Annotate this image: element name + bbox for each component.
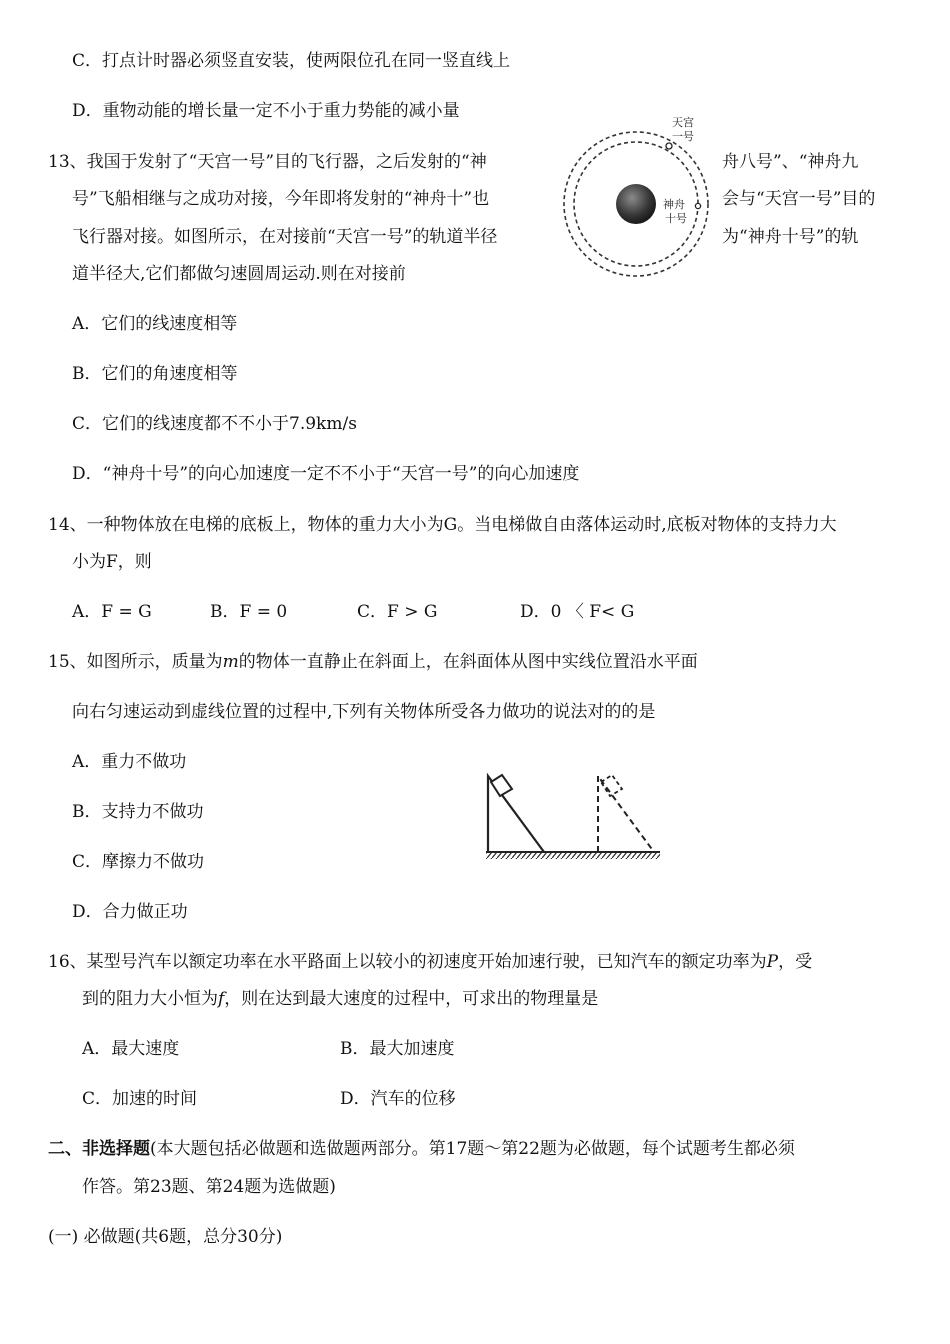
q15-stem-line1 <box>48 651 698 673</box>
dashed-incline <box>598 776 654 852</box>
q14-stem-line2: 小为F，则 <box>72 552 152 572</box>
q15-option-d: D．合力做正功 <box>72 902 188 922</box>
q16-friction-symbol: f <box>218 989 225 1009</box>
q12-option-d: D．重物动能的增长量一定不小于重力势能的减小量 <box>72 101 460 121</box>
q15-option-c: C．摩擦力不做功 <box>72 852 205 872</box>
q16-stem-text-b: ，受 <box>778 952 813 972</box>
q15-stem-text-b: 的物体一直静止在斜面上，在斜面体从图中实线位置沿水平面 <box>238 652 698 672</box>
q13-stem-line3-right: 为“神舟十号”的轨 <box>722 227 859 247</box>
q16-stem-line2 <box>82 988 598 1010</box>
section2-subheading: (一) 必做题(共6题，总分30分) <box>48 1227 283 1247</box>
q16-power-symbol: P <box>766 952 779 972</box>
q16-option-a: A．最大速度 <box>82 1039 180 1059</box>
q14-option-d: D．0 〈 F< G <box>520 602 635 622</box>
q15-option-a: A．重力不做功 <box>72 752 187 772</box>
tiangong-label-1: 天宫 <box>672 116 694 129</box>
q13-stem-line1-right: 舟八号”、“神舟九 <box>722 152 859 172</box>
section2-line2: 作答。第23题、第24题为选做题) <box>82 1177 336 1197</box>
dashed-block <box>601 775 622 796</box>
tiangong-marker <box>666 143 672 149</box>
q13-option-c: C．它们的线速度都不不小于7.9km/s <box>72 414 357 434</box>
q12-option-c: C．打点计时器必须竖直安装，使两限位孔在同一竖直线上 <box>72 51 511 71</box>
q13-stem-line2-right: 会与“天宫一号”目的 <box>722 189 876 209</box>
q15-option-b: B．支持力不做功 <box>72 802 204 822</box>
q15-stem-text-a: 15、如图所示，质量为 <box>48 652 223 672</box>
q14-option-b: B．F = 0 <box>210 602 288 622</box>
q14-option-a: A．F = G <box>72 602 152 622</box>
q13-stem-line2-left: 号”飞船相继与之成功对接，今年即将发射的“神舟十”也 <box>72 189 490 209</box>
q13-stem-line4: 道半径大,它们都做匀速圆周运动.则在对接前 <box>72 264 406 284</box>
q16-stem-text-a: 16、某型号汽车以额定功率在水平路面上以较小的初速度开始加速行驶，已知汽车的额定功率为 <box>48 952 767 972</box>
shenzhou-label-1: 神舟 <box>663 198 685 211</box>
incline-diagram <box>482 768 662 864</box>
tiangong-label-2: 一号 <box>672 130 694 143</box>
q13-option-b: B．它们的角速度相等 <box>72 364 238 384</box>
section2-heading: 二、非选择题 <box>48 1139 150 1159</box>
section2-line1 <box>48 1138 795 1160</box>
solid-block <box>491 775 512 796</box>
q13-stem-line1-left: 13、我国于发射了“天宫一号”目的飞行器，之后发射的“神 <box>48 152 487 172</box>
q16-stem-line1 <box>48 951 812 973</box>
q15-mass-symbol: m <box>222 652 239 672</box>
section2-description: (本大题包括必做题和选做题两部分。第17题～第22题为必做题，每个试题考生都必须 <box>150 1139 795 1159</box>
shenzhou-label-2: 十号 <box>665 212 687 225</box>
q13-stem-line3-left: 飞行器对接。如图所示，在对接前“天宫一号”的轨道半径 <box>72 227 498 247</box>
earth-icon <box>616 184 656 224</box>
q13-option-d: D．“神舟十号”的向心加速度一定不不小于“天宫一号”的向心加速度 <box>72 464 580 484</box>
q14-option-c: C．F > G <box>357 602 438 622</box>
shenzhou-marker <box>695 203 700 208</box>
orbit-diagram <box>560 110 720 280</box>
q15-stem-line2: 向右匀速运动到虚线位置的过程中,下列有关物体所受各力做功的说法对的的是 <box>72 702 656 722</box>
q16-option-c: C．加速的时间 <box>82 1089 198 1109</box>
ground-hatching <box>486 852 660 859</box>
q13-option-a: A．它们的线速度相等 <box>72 314 238 334</box>
q16-option-b: B．最大加速度 <box>340 1039 455 1059</box>
q16-stem-text-d: ，则在达到最大速度的过程中，可求出的物理量是 <box>224 989 599 1009</box>
q16-stem-text-c: 到的阻力大小恒为 <box>82 989 218 1009</box>
q14-stem-line1: 14、一种物体放在电梯的底板上，物体的重力大小为G。当电梯做自由落体运动时,底板对物体的支持力大 <box>48 515 837 535</box>
q16-option-d: D．汽车的位移 <box>340 1089 456 1109</box>
